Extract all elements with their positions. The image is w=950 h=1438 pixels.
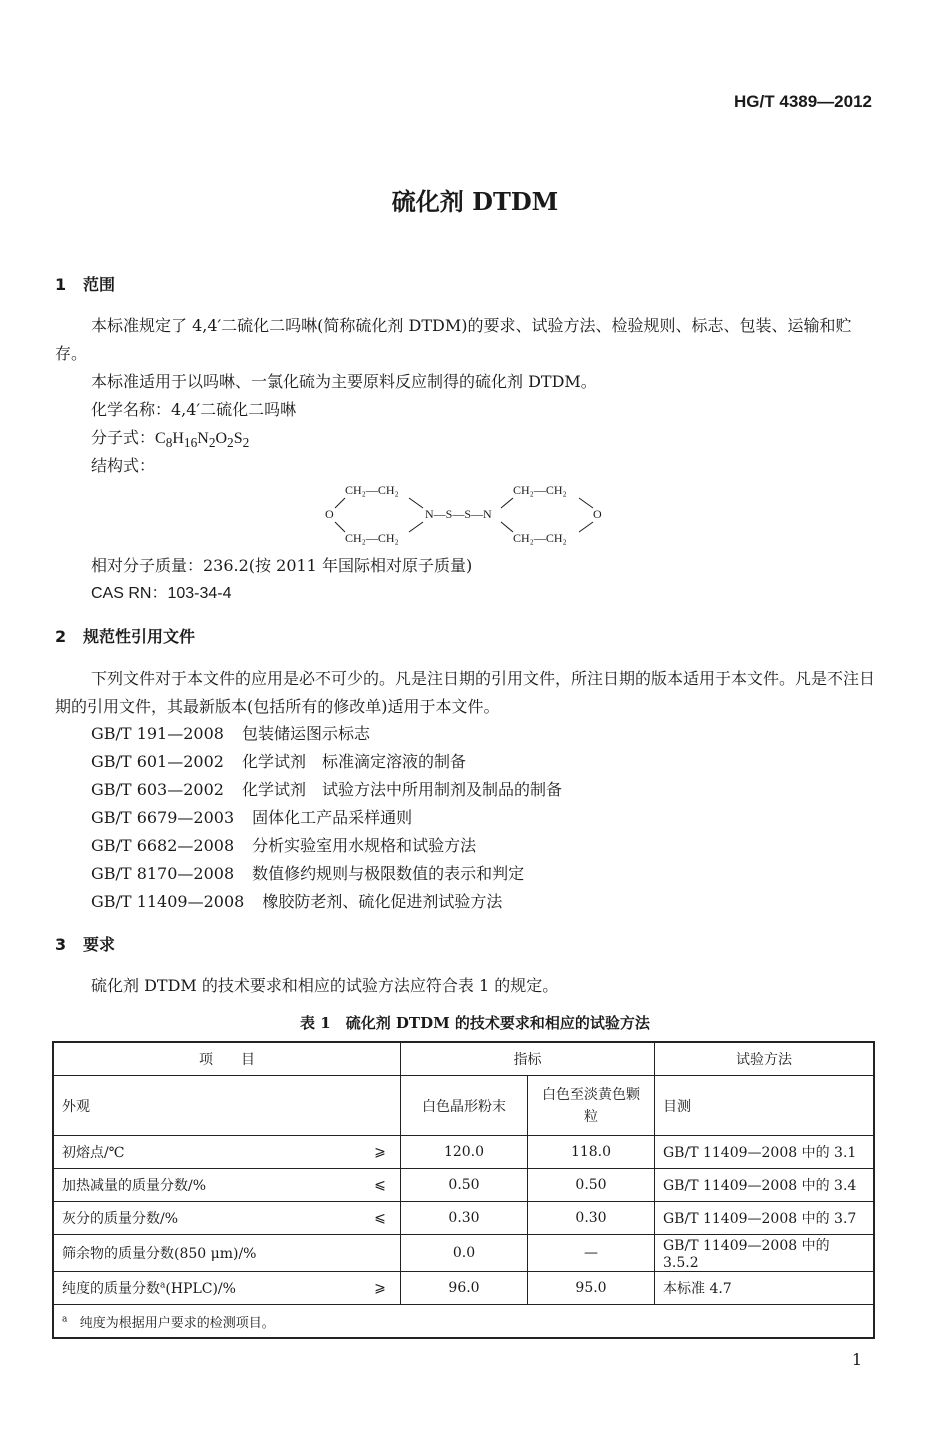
row-method: GB/T 11409—2008 中的 3.7	[655, 1202, 875, 1235]
row-method: 本标准 4.7	[655, 1272, 875, 1305]
section-3-title: 要求	[83, 935, 116, 954]
row-value-b: 白色至淡黄色颗粒	[528, 1076, 655, 1136]
section-2-number: 2	[55, 627, 67, 646]
document-title: 硫化剂 DTDM	[391, 187, 559, 216]
ref-title: 化学试剂 试验方法中所用制剂及制品的制备	[241, 780, 562, 799]
ref-title: 数值修约规则与极限数值的表示和判定	[252, 864, 525, 883]
struct-right-o: O	[593, 507, 602, 521]
ref-code: GB/T 6682—2008	[91, 836, 235, 855]
section-2-title: 规范性引用文件	[83, 627, 196, 646]
row-value-a: 0.0	[401, 1235, 528, 1272]
footnote-ref: a	[160, 1280, 166, 1291]
ref-item	[91, 776, 562, 804]
struct-left-bottom: CH₂—CH₂	[345, 531, 399, 545]
struct-left-top: CH₂—CH₂	[345, 483, 399, 497]
row-value-a: 120.0	[401, 1136, 528, 1169]
row-value-b: —	[528, 1235, 655, 1272]
row-item: 加热减量的质量分数/%	[53, 1169, 360, 1202]
row-value-a: 0.30	[401, 1202, 528, 1235]
table-row	[53, 1136, 874, 1169]
row-method: GB/T 11409—2008 中的 3.1	[655, 1136, 875, 1169]
row-value-a: 白色晶形粉末	[401, 1076, 528, 1136]
footnote-mark: a	[62, 1314, 68, 1325]
row-value-b: 0.30	[528, 1202, 655, 1235]
table-caption: 表 1 硫化剂 DTDM 的技术要求和相应的试验方法	[300, 1014, 650, 1032]
table-row	[53, 1272, 874, 1305]
ref-item	[91, 720, 370, 748]
section-1-heading	[55, 272, 115, 295]
table-row	[53, 1235, 874, 1272]
row-item: 灰分的质量分数/%	[53, 1202, 360, 1235]
row-symbol: ⩾	[360, 1272, 401, 1305]
structural-formula	[315, 474, 615, 558]
row-item: 纯度的质量分数$^a$(HPLC)/%	[53, 1272, 360, 1305]
spec-table	[52, 1041, 875, 1339]
table-footnote: $^a$ 纯度为根据用户要求的检测项目。	[53, 1305, 874, 1339]
row-item: 初熔点/℃	[53, 1136, 360, 1169]
ref-code: GB/T 191—2008	[91, 724, 224, 743]
struct-left-o: O	[325, 507, 334, 521]
ref-title: 分析实验室用水规格和试验方法	[252, 836, 477, 855]
section-1-title: 范围	[83, 275, 116, 294]
cas-number: CAS RN：103-34-4	[91, 585, 232, 602]
formula-label: 分子式：	[91, 428, 156, 447]
table-row	[53, 1169, 874, 1202]
ref-title: 包装储运图示标志	[241, 724, 370, 743]
row-value-b: 95.0	[528, 1272, 655, 1305]
ref-code: GB/T 603—2002	[91, 780, 224, 799]
structure-label: 结构式：	[91, 456, 156, 475]
row-value-a: 96.0	[401, 1272, 528, 1305]
ref-item	[91, 804, 412, 832]
row-item: 筛余物的质量分数(850 μm)/%	[53, 1235, 401, 1272]
row-value-b: 0.50	[528, 1169, 655, 1202]
ref-code: GB/T 6679—2003	[91, 808, 235, 827]
struct-core: N—S—S—N	[425, 507, 492, 521]
scope-paragraph-1: 本标准规定了 4,4′二硫化二吗啉(简称硫化剂 DTDM)的要求、试验方法、检验规则、标志、包装、运输和贮存。	[55, 316, 852, 363]
requirements-paragraph: 硫化剂 DTDM 的技术要求和相应的试验方法应符合表 1 的规定。	[91, 976, 559, 995]
header-spec: 指标	[401, 1042, 655, 1076]
standard-code: HG/T 4389—2012	[734, 92, 872, 111]
chemical-name: 化学名称：4,4′二硫化二吗啉	[91, 400, 297, 419]
row-symbol: ⩾	[360, 1136, 401, 1169]
row-symbol: ⩽	[360, 1169, 401, 1202]
table-header-row	[53, 1042, 874, 1076]
section-3-number: 3	[55, 935, 67, 954]
row-method: GB/T 11409—2008 中的 3.5.2	[655, 1235, 875, 1272]
row-value-b: 118.0	[528, 1136, 655, 1169]
ref-code: GB/T 601—2002	[91, 752, 224, 771]
ref-item	[91, 748, 466, 776]
section-2-heading	[55, 624, 195, 647]
row-method: 目测	[655, 1076, 875, 1136]
formula-value: $C_8H_{16}N_2O_2S_2$	[155, 430, 250, 451]
ref-item	[91, 832, 476, 860]
section-3-heading	[55, 932, 115, 955]
normative-refs-paragraph: 下列文件对于本文件的应用是必不可少的。凡是注日期的引用文件，所注日期的版本适用于本文件。凡是不注日期的引用文件，其最新版本(包括所有的修改单)适用于本文件。	[55, 669, 876, 716]
struct-right-bottom: CH₂—CH₂	[513, 531, 567, 545]
ref-code: GB/T 8170—2008	[91, 864, 235, 883]
table-footnote-row	[53, 1305, 874, 1339]
row-method: GB/T 11409—2008 中的 3.4	[655, 1169, 875, 1202]
header-method: 试验方法	[655, 1042, 875, 1076]
header-item: 项 目	[53, 1042, 401, 1076]
section-1-number: 1	[55, 275, 67, 294]
row-symbol: ⩽	[360, 1202, 401, 1235]
ref-item	[91, 888, 502, 916]
row-item: 外观	[53, 1076, 401, 1136]
page-number: 1	[851, 1350, 862, 1369]
row-value-a: 0.50	[401, 1169, 528, 1202]
molecular-weight: 相对分子质量：236.2(按 2011 年国际相对原子质量)	[91, 556, 473, 575]
ref-title: 化学试剂 标准滴定溶液的制备	[241, 752, 466, 771]
struct-right-top: CH₂—CH₂	[513, 483, 567, 497]
ref-title: 橡胶防老剂、硫化促进剂试验方法	[262, 892, 503, 911]
table-row	[53, 1202, 874, 1235]
scope-paragraph-2: 本标准适用于以吗啉、一氯化硫为主要原料反应制得的硫化剂 DTDM。	[91, 372, 597, 391]
ref-item	[91, 860, 524, 888]
table-row	[53, 1076, 874, 1136]
ref-title: 固体化工产品采样通则	[252, 808, 413, 827]
ref-code: GB/T 11409—2008	[91, 892, 245, 911]
